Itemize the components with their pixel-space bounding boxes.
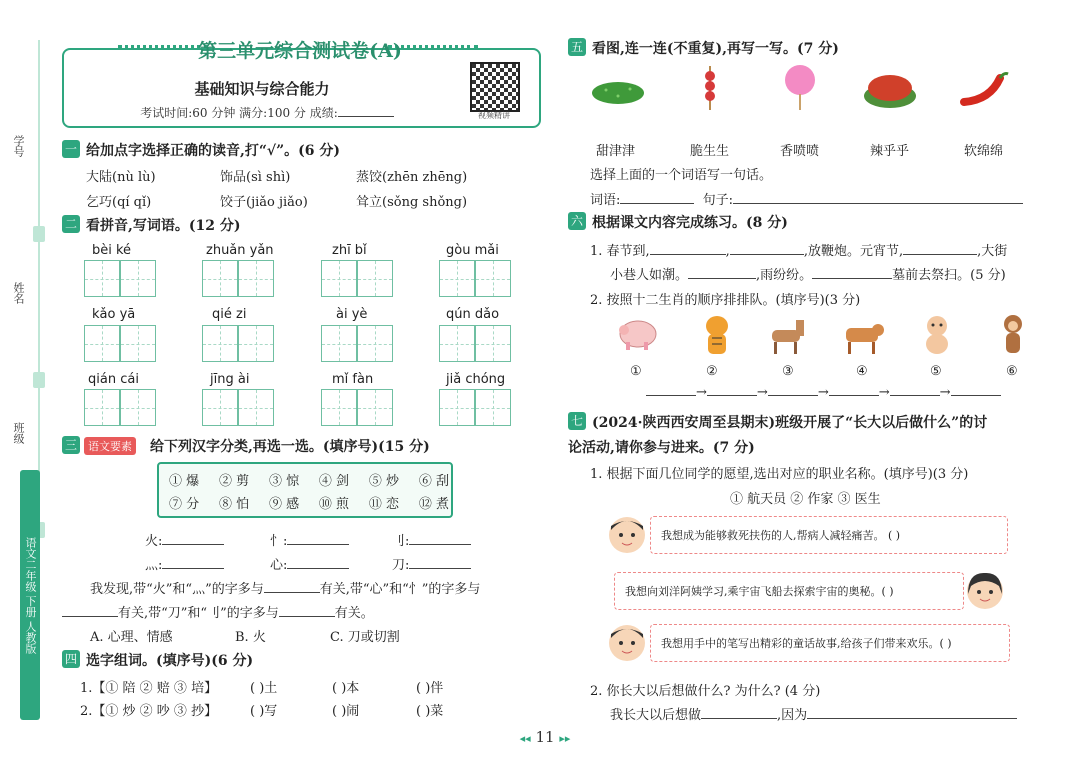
answer-blank[interactable]	[409, 544, 471, 545]
boy-avatar	[608, 516, 646, 554]
adjective-word[interactable]: 脆生生	[690, 144, 730, 159]
adjective-word[interactable]: 软绵绵	[964, 144, 1004, 159]
char-option: ③ 惊	[268, 474, 300, 489]
answer-blank[interactable]	[162, 544, 224, 545]
answer-blank[interactable]	[807, 718, 1017, 719]
radical-label: 火:	[145, 534, 163, 549]
pinyin-prompt: zhī bǐ	[332, 243, 367, 258]
writing-grid[interactable]	[84, 325, 156, 361]
pig-picture[interactable]	[614, 312, 660, 352]
girl-avatar	[966, 572, 1004, 610]
writing-grid[interactable]	[84, 260, 156, 296]
section-number: 五	[568, 38, 586, 56]
answer-blank[interactable]	[688, 278, 756, 279]
answer-blank[interactable]	[264, 592, 320, 593]
radical-category	[270, 554, 349, 573]
writing-grid[interactable]	[202, 260, 274, 296]
fill-text: ,雨纷纷。	[756, 268, 813, 283]
pinyin-choice-item[interactable]: 乞巧(qí qǐ)	[86, 195, 152, 210]
section-number: 四	[62, 650, 80, 668]
language-element-tag: 语文要素	[84, 437, 136, 455]
pinyin-prompt: bèi ké	[92, 243, 132, 258]
writing-grid[interactable]	[321, 389, 393, 425]
exam-info	[62, 104, 472, 121]
char-option: ⑨ 感	[268, 497, 300, 512]
writing-grid[interactable]	[202, 325, 274, 361]
pinyin-choice-item[interactable]: 饺子(jiǎo jiǎo)	[220, 195, 308, 210]
horse-picture[interactable]	[766, 316, 812, 356]
answer-blank[interactable]	[162, 568, 224, 569]
adjective-word[interactable]: 辣乎乎	[870, 144, 910, 159]
pinyin-prompt: qún dǎo	[446, 307, 500, 322]
option-a: A. 心理、情感	[90, 630, 173, 645]
word-label: 词语:	[590, 193, 621, 208]
pinyin-prompt: zhuǎn yǎn	[206, 243, 274, 258]
cotton-candy-picture[interactable]	[780, 64, 820, 110]
writing-grid[interactable]	[439, 325, 511, 361]
animal-number: ③	[782, 364, 794, 379]
section-title: 选字组词。(填序号)(6 分)	[86, 653, 254, 669]
arrow-icon: →	[878, 385, 890, 400]
char-option: ② 剪	[218, 474, 250, 489]
order-blank[interactable]	[951, 395, 1001, 396]
section-title: 给下列汉字分类,再选一选。(填序号)(15 分)	[150, 439, 430, 455]
word-choice-blank[interactable]: ( )菜	[416, 704, 444, 719]
section-title: 给加点字选择正确的读音,打“√”。(6 分)	[86, 143, 341, 159]
boy-avatar	[608, 624, 646, 662]
exam-info-text: 考试时间:60 分钟 满分:100 分 成绩:	[140, 106, 338, 120]
animal-number: ⑤	[930, 364, 942, 379]
pinyin-prompt: ài yè	[336, 307, 368, 322]
fill-text: 墓前去祭扫。(5 分)	[892, 268, 1006, 283]
writing-grid[interactable]	[439, 260, 511, 296]
section-title: 看图,连一连(不重复),再写一写。(7 分)	[592, 41, 839, 57]
adjective-word[interactable]: 甜津津	[596, 144, 636, 159]
radical-category	[145, 530, 224, 549]
section-title: 根据课文内容完成练习。(8 分)	[592, 215, 788, 231]
arrow-icon: →	[817, 385, 829, 400]
section-number: 二	[62, 215, 80, 233]
chili-picture[interactable]	[960, 70, 1010, 106]
writing-grid[interactable]	[439, 389, 511, 425]
section-number: 三	[62, 436, 80, 454]
char-option: ⑧ 怕	[218, 497, 250, 512]
next-page-icon[interactable]: ▸▸	[559, 732, 571, 745]
order-blank[interactable]	[768, 395, 818, 396]
wish-bubble: 我想向刘洋阿姨学习,乘宇宙飞船去探索宇宙的奥秘。( )	[614, 572, 964, 610]
answer-text: 我长大以后想做	[610, 708, 702, 723]
fill-text: 1. 春节到,	[590, 244, 650, 259]
pinyin-prompt: gòu mǎi	[446, 243, 499, 258]
word-choice-blank[interactable]: ( )伴	[416, 681, 444, 696]
order-blank[interactable]	[707, 395, 757, 396]
answer-blank[interactable]	[279, 616, 335, 617]
name-label: 姓名	[12, 282, 25, 304]
fill-text: ,大街	[977, 244, 1008, 259]
animal-number: ④	[856, 364, 868, 379]
answer-text: ,因为	[777, 708, 808, 723]
radical-label: 刀:	[392, 558, 410, 573]
answer-blank[interactable]	[903, 254, 977, 255]
animal-number: ⑥	[1006, 364, 1018, 379]
finding-text: 我发现,带“火”和“灬”的字多与	[90, 582, 264, 597]
dog-picture[interactable]	[920, 314, 954, 358]
section-title: 看拼音,写词语。(12 分)	[86, 218, 241, 234]
answer-blank[interactable]	[730, 254, 804, 255]
qr-label: 视频精讲	[478, 111, 510, 120]
answer-blank[interactable]	[62, 616, 118, 617]
answer-blank[interactable]	[409, 568, 471, 569]
radical-category	[145, 554, 224, 573]
word-choice-prompt: 2.【① 炒 ② 吵 ③ 抄】	[80, 704, 218, 719]
binding-mark	[33, 226, 45, 242]
char-option: ④ 剑	[318, 474, 350, 489]
char-option: ⑤ 炒	[368, 474, 400, 489]
animal-number: ②	[706, 364, 718, 379]
prev-page-icon[interactable]: ◂◂	[519, 732, 531, 745]
dish-picture[interactable]	[862, 70, 918, 110]
page-title: 第三单元综合测试卷(A)	[198, 40, 402, 62]
answer-blank[interactable]	[701, 718, 777, 719]
pinyin-choice-item[interactable]: 大陆(nù lù)	[86, 170, 156, 185]
answer-blank[interactable]	[650, 254, 726, 255]
section-number: 一	[62, 140, 80, 158]
finding-line-1	[90, 578, 480, 597]
score-blank[interactable]	[338, 116, 394, 117]
order-blank[interactable]	[829, 395, 879, 396]
career-question: 1. 根据下面几位同学的愿望,选出对应的职业名称。(填序号)(3 分)	[590, 467, 969, 482]
pinyin-choice-item[interactable]: 蒸饺(zhēn zhēng)	[356, 170, 468, 185]
sentence-blank[interactable]	[733, 203, 1023, 204]
tiger-picture[interactable]	[700, 312, 734, 358]
pinyin-prompt: mǐ fàn	[332, 372, 374, 387]
candied-haws-picture[interactable]	[695, 66, 725, 110]
page-number	[500, 728, 590, 746]
char-option: ⑫ 煮	[418, 497, 449, 512]
arrow-icon: →	[696, 385, 707, 400]
char-option: ⑪ 恋	[368, 497, 400, 512]
answer-blank[interactable]	[287, 568, 349, 569]
char-option: ⑥ 刮	[418, 474, 449, 489]
pinyin-prompt: jiǎ chóng	[446, 372, 506, 387]
section-title-cont: 论活动,请你参与进来。(7 分)	[568, 440, 755, 456]
wish-bubble: 我想用手中的笔写出精彩的童话故事,给孩子们带来欢乐。( )	[650, 624, 1010, 662]
answer-blank[interactable]	[287, 544, 349, 545]
arrow-icon: →	[756, 385, 768, 400]
section-title: (2024·陕西西安周至县期末)班级开展了“长大以后做什么”的讨	[592, 415, 988, 431]
word-choice-blank[interactable]: ( )土	[250, 681, 278, 696]
cucumber-picture[interactable]	[590, 78, 646, 108]
pinyin-choice-item[interactable]: 耸立(sǒng shǒng)	[356, 195, 468, 210]
ox-picture[interactable]	[838, 316, 888, 356]
pinyin-choice-item[interactable]: 饰品(sì shì)	[220, 170, 291, 185]
adjective-word[interactable]: 香喷喷	[780, 144, 820, 159]
writing-grid[interactable]	[321, 325, 393, 361]
series-brand: 语文二年级 下册 人教版	[20, 470, 40, 720]
page-subtitle: 基础知识与综合能力	[194, 80, 330, 98]
future-question: 2. 你长大以后想做什么? 为什么? (4 分)	[590, 684, 821, 699]
radical-label: 灬:	[145, 558, 163, 573]
word-choice-prompt: 1.【① 陪 ② 赔 ③ 培】	[80, 681, 218, 696]
section-number: 六	[568, 212, 586, 230]
char-option: ① 爆	[169, 474, 200, 489]
radical-category	[392, 530, 471, 549]
fill-text: ,放鞭炮。元宵节,	[803, 244, 904, 259]
pinyin-prompt: kǎo yā	[92, 307, 136, 322]
char-option: ⑦ 分	[169, 497, 200, 512]
option-b: B. 火	[235, 630, 266, 645]
fill-line-2	[610, 264, 1006, 283]
radical-category	[392, 554, 471, 573]
character-box	[157, 462, 453, 518]
student-no-label: 学号	[12, 135, 25, 157]
page-number-text: 11	[535, 728, 555, 746]
writing-grid[interactable]	[84, 389, 156, 425]
answer-blank[interactable]	[812, 278, 892, 279]
finding-text: 有关。	[334, 606, 374, 621]
monkey-picture[interactable]	[998, 314, 1028, 358]
zodiac-question: 2. 按照十二生肖的顺序排排队。(填序号)(3 分)	[590, 293, 861, 308]
sentence-instruction: 选择上面的一个词语写一句话。	[590, 168, 773, 183]
order-blank[interactable]	[646, 395, 696, 396]
animal-number: ①	[630, 364, 642, 379]
finding-text: 有关,带“刀”和“刂”的字多与	[118, 606, 279, 621]
fill-text: ,	[725, 244, 730, 259]
fill-text: 小巷人如潮。	[610, 268, 689, 283]
pinyin-prompt: qián cái	[88, 372, 139, 387]
finding-text: 有关,带“心”和“忄”的字多与	[319, 582, 481, 597]
writing-grid[interactable]	[202, 389, 274, 425]
section-number: 七	[568, 412, 586, 430]
radical-label: 刂:	[392, 534, 410, 549]
pinyin-prompt: qié zi	[212, 307, 247, 322]
radical-label: 忄:	[270, 534, 288, 549]
char-option: ⑩ 煎	[318, 497, 350, 512]
radical-category	[270, 530, 349, 549]
writing-grid[interactable]	[321, 260, 393, 296]
order-blank[interactable]	[890, 395, 940, 396]
sentence-label: 句子:	[702, 193, 734, 208]
order-sequence	[646, 385, 1001, 400]
radical-label: 心:	[270, 558, 288, 573]
option-c: C. 刀或切割	[330, 630, 400, 645]
word-blank[interactable]	[620, 203, 694, 204]
arrow-icon: →	[939, 385, 951, 400]
binding-mark	[33, 372, 45, 388]
class-label: 班级	[12, 422, 25, 444]
fill-line-1	[590, 240, 1007, 259]
word-choice-blank[interactable]: ( )闹	[332, 704, 360, 719]
word-answer-line	[590, 189, 1023, 208]
career-options: ① 航天员 ② 作家 ③ 医生	[730, 492, 881, 507]
future-answer-line	[610, 704, 1017, 723]
finding-line-2	[62, 602, 374, 621]
wish-bubble: 我想成为能够救死扶伤的人,帮病人减轻痛苦。 ( )	[650, 516, 1008, 554]
pinyin-prompt: jīng ài	[210, 372, 250, 387]
word-choice-blank[interactable]: ( )本	[332, 681, 360, 696]
word-choice-blank[interactable]: ( )写	[250, 704, 278, 719]
qr-code[interactable]	[470, 62, 520, 112]
